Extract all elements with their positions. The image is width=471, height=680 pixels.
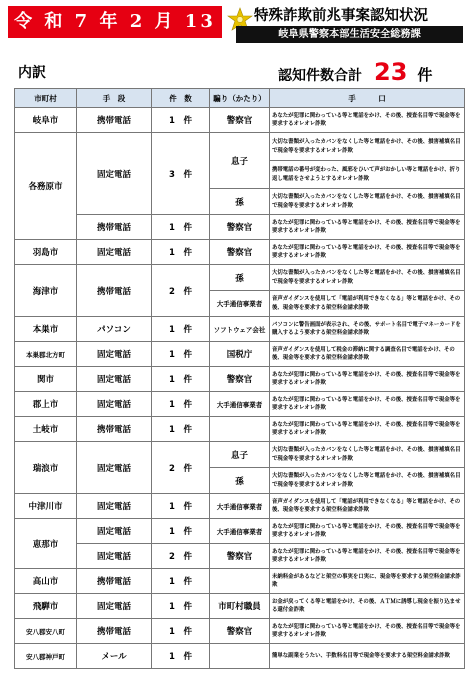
cell-means: 固定電話 bbox=[77, 594, 152, 619]
table-row bbox=[15, 644, 465, 669]
header bbox=[8, 6, 463, 64]
cell-katari bbox=[210, 644, 270, 669]
cell-count: 1 件 bbox=[152, 569, 210, 594]
total-unit: 件 bbox=[417, 66, 433, 84]
cell-katari: 国税庁 bbox=[210, 342, 270, 367]
table-row bbox=[15, 442, 465, 468]
cell-katari: 警察官 bbox=[210, 108, 270, 133]
table-row bbox=[15, 392, 465, 417]
incident-table bbox=[14, 88, 465, 669]
cell-means: 携帯電話 bbox=[77, 108, 152, 133]
cell-katari: 警察官 bbox=[210, 240, 270, 265]
cell-method: 未納料金があるなどと架空の事実を口実に、現金等を要求する架空料金請求詐欺 bbox=[270, 569, 465, 594]
cell-method: あなたが犯罪に関わっている等と電話をかけ、その後、捜査名目等で現金等を要求するオレオレ詐欺 bbox=[270, 619, 465, 644]
cell-method: 音声ガイダンスを使用して税金の滞納に関する調査名目で電話をかけ、その後、現金等を要求する架空料金請求詐欺 bbox=[270, 342, 465, 367]
table-row bbox=[15, 494, 465, 519]
col-header-method: 手 口 bbox=[270, 89, 465, 108]
table-row bbox=[15, 108, 465, 133]
cell-means: 固定電話 bbox=[77, 240, 152, 265]
cell-city: 恵那市 bbox=[15, 519, 77, 569]
cell-method: あなたが犯罪に関わっている等と電話をかけ、その後、捜査名目等で現金等を要求するオレオレ詐欺 bbox=[270, 215, 465, 240]
cell-count: 2 件 bbox=[152, 442, 210, 494]
cell-city: 土岐市 bbox=[15, 417, 77, 442]
cell-method: あなたが犯罪に関わっている等と電話をかけ、その後、捜査名目等で現金等を要求するオレオレ詐欺 bbox=[270, 108, 465, 133]
table-row bbox=[15, 544, 465, 569]
table-row bbox=[15, 367, 465, 392]
cell-count: 1 件 bbox=[152, 240, 210, 265]
col-header-means: 手 段 bbox=[77, 89, 152, 108]
cell-means: 固定電話 bbox=[77, 519, 152, 544]
cell-means: 固定電話 bbox=[77, 342, 152, 367]
cell-city: 郡上市 bbox=[15, 392, 77, 417]
cell-count: 1 件 bbox=[152, 417, 210, 442]
cell-method: あなたが犯罪に関わっている等と電話をかけ、その後、捜査名目等で現金等を要求するオレオレ詐欺 bbox=[270, 417, 465, 442]
cell-count: 1 件 bbox=[152, 108, 210, 133]
cell-city: 各務原市 bbox=[15, 133, 77, 240]
cell-method: 音声ガイダンスを使用して「電話が利用できなくなる」等と電話をかけ、その後、現金等を要求する架空料金請求詐欺 bbox=[270, 291, 465, 317]
cell-method: 簡単な副業をうたい、手数料名目等で現金等を要求する架空料金請求詐欺 bbox=[270, 644, 465, 669]
cell-means: 固定電話 bbox=[77, 367, 152, 392]
page-title: 特殊詐欺前兆事案認知状況 bbox=[254, 7, 428, 24]
cell-city: 中津川市 bbox=[15, 494, 77, 519]
cell-city: 関市 bbox=[15, 367, 77, 392]
cell-count: 2 件 bbox=[152, 544, 210, 569]
cell-means: 携帯電話 bbox=[77, 215, 152, 240]
cell-count: 1 件 bbox=[152, 367, 210, 392]
cell-katari: 大手通信事業者 bbox=[210, 291, 270, 317]
cell-means: 携帯電話 bbox=[77, 619, 152, 644]
cell-count: 1 件 bbox=[152, 519, 210, 544]
table-row bbox=[15, 215, 465, 240]
cell-city: 岐阜市 bbox=[15, 108, 77, 133]
cell-method: 大切な書類が入ったカバンをなくした等と電話をかけ、その後、損害補填名目で現金等を要求するオレオレ詐欺 bbox=[270, 265, 465, 291]
department-name: 岐阜県警察本部生活安全総務課 bbox=[236, 26, 463, 43]
cell-means: 携帯電話 bbox=[77, 417, 152, 442]
cell-count: 1 件 bbox=[152, 619, 210, 644]
cell-katari: 警察官 bbox=[210, 619, 270, 644]
cell-means: 固定電話 bbox=[77, 494, 152, 519]
table-row bbox=[15, 619, 465, 644]
col-header-katari: 騙り（かたり） bbox=[210, 89, 270, 108]
cell-katari: 市町村職員 bbox=[210, 594, 270, 619]
cell-katari: 警察官 bbox=[210, 367, 270, 392]
table-row bbox=[15, 133, 465, 161]
table-row bbox=[15, 317, 465, 342]
cell-city: 安八郡神戸町 bbox=[15, 644, 77, 669]
cell-katari bbox=[210, 569, 270, 594]
cell-katari: 孫 bbox=[210, 189, 270, 215]
total-label: 認知件数合計 bbox=[278, 68, 362, 84]
cell-city: 瑞浪市 bbox=[15, 442, 77, 494]
cell-katari: 息子 bbox=[210, 133, 270, 189]
col-header-count: 件 数 bbox=[152, 89, 210, 108]
cell-count: 1 件 bbox=[152, 317, 210, 342]
col-header-city: 市町村 bbox=[15, 89, 77, 108]
cell-city: 高山市 bbox=[15, 569, 77, 594]
cell-katari bbox=[210, 417, 270, 442]
table-row bbox=[15, 240, 465, 265]
cell-city: 本巣市 bbox=[15, 317, 77, 342]
total-count bbox=[278, 58, 432, 86]
cell-city: 羽島市 bbox=[15, 240, 77, 265]
table-row bbox=[15, 594, 465, 619]
cell-means: 固定電話 bbox=[77, 392, 152, 417]
cell-method: 大切な書類が入ったカバンをなくした等と電話をかけ、その後、損害補填名目で現金等を要求するオレオレ詐欺 bbox=[270, 133, 465, 161]
cell-katari: 孫 bbox=[210, 265, 270, 291]
cell-method: 音声ガイダンスを使用して「電話が利用できなくなる」等と電話をかけ、その後、現金等を要求する架空料金請求詐欺 bbox=[270, 494, 465, 519]
cell-means: 固定電話 bbox=[77, 442, 152, 494]
cell-method: あなたが犯罪に関わっている等と電話をかけ、その後、捜査名目等で現金等を要求するオレオレ詐欺 bbox=[270, 544, 465, 569]
total-value: 23 bbox=[374, 58, 408, 86]
cell-means: 固定電話 bbox=[77, 133, 152, 215]
table-row bbox=[15, 265, 465, 291]
cell-means: パソコン bbox=[77, 317, 152, 342]
cell-method: 大切な書類が入ったカバンをなくした等と電話をかけ、その後、損害補填名目で現金等を要求するオレオレ詐欺 bbox=[270, 189, 465, 215]
cell-count: 1 件 bbox=[152, 215, 210, 240]
table-row bbox=[15, 417, 465, 442]
cell-method: 大切な書類が入ったカバンをなくした等と電話をかけ、その後、損害補填名目で現金等を要求するオレオレ詐欺 bbox=[270, 442, 465, 468]
cell-count: 1 件 bbox=[152, 342, 210, 367]
table-row bbox=[15, 519, 465, 544]
section-label: 内訳 bbox=[18, 65, 46, 81]
cell-city: 飛騨市 bbox=[15, 594, 77, 619]
cell-method: 大切な書類が入ったカバンをなくした等と電話をかけ、その後、損害補填名目で現金等を要求するオレオレ詐欺 bbox=[270, 468, 465, 494]
cell-katari: ソフトウェア会社 bbox=[210, 317, 270, 342]
cell-katari: 警察官 bbox=[210, 544, 270, 569]
cell-count: 2 件 bbox=[152, 265, 210, 317]
cell-count: 1 件 bbox=[152, 644, 210, 669]
cell-method: 携帯電話の番号が変わった、風邪をひいて声がおかしい等と電話をかけ、折り返し電話をさせようとするオレオレ詐欺 bbox=[270, 161, 465, 189]
report-date: 令 和 7 年 2 月 13 日 bbox=[8, 6, 222, 38]
cell-katari: 息子 bbox=[210, 442, 270, 468]
table-header-row bbox=[15, 89, 465, 108]
cell-katari: 大手通信事業者 bbox=[210, 519, 270, 544]
cell-city: 安八郡安八町 bbox=[15, 619, 77, 644]
cell-means: 固定電話 bbox=[77, 544, 152, 569]
cell-katari: 警察官 bbox=[210, 215, 270, 240]
table-row bbox=[15, 569, 465, 594]
cell-katari: 孫 bbox=[210, 468, 270, 494]
cell-count: 1 件 bbox=[152, 594, 210, 619]
cell-means: メール bbox=[77, 644, 152, 669]
cell-method: あなたが犯罪に関わっている等と電話をかけ、その後、捜査名目等で現金等を要求するオレオレ詐欺 bbox=[270, 367, 465, 392]
cell-method: あなたが犯罪に関わっている等と電話をかけ、その後、捜査名目等で現金等を要求するオレオレ詐欺 bbox=[270, 240, 465, 265]
cell-katari: 大手通信事業者 bbox=[210, 494, 270, 519]
cell-katari: 大手通信事業者 bbox=[210, 392, 270, 417]
cell-city: 本巣郡北方町 bbox=[15, 342, 77, 367]
cell-city: 海津市 bbox=[15, 265, 77, 317]
cell-method: パソコンに警告画面が表示され、その後、サポート名目で電子マネーカードを購入するよう要求する架空料金請求詐欺 bbox=[270, 317, 465, 342]
cell-count: 1 件 bbox=[152, 392, 210, 417]
cell-count: 3 件 bbox=[152, 133, 210, 215]
cell-means: 携帯電話 bbox=[77, 265, 152, 317]
cell-means: 携帯電話 bbox=[77, 569, 152, 594]
cell-method: お金が戻ってくる等と電話をかけ、その後、ＡＴＭに誘導し現金を振り込ませる還付金詐欺 bbox=[270, 594, 465, 619]
cell-count: 1 件 bbox=[152, 494, 210, 519]
cell-method: あなたが犯罪に関わっている等と電話をかけ、その後、捜査名目等で現金等を要求するオレオレ詐欺 bbox=[270, 519, 465, 544]
cell-method: あなたが犯罪に関わっている等と電話をかけ、その後、捜査名目等で現金等を要求するオレオレ詐欺 bbox=[270, 392, 465, 417]
table-row bbox=[15, 342, 465, 367]
